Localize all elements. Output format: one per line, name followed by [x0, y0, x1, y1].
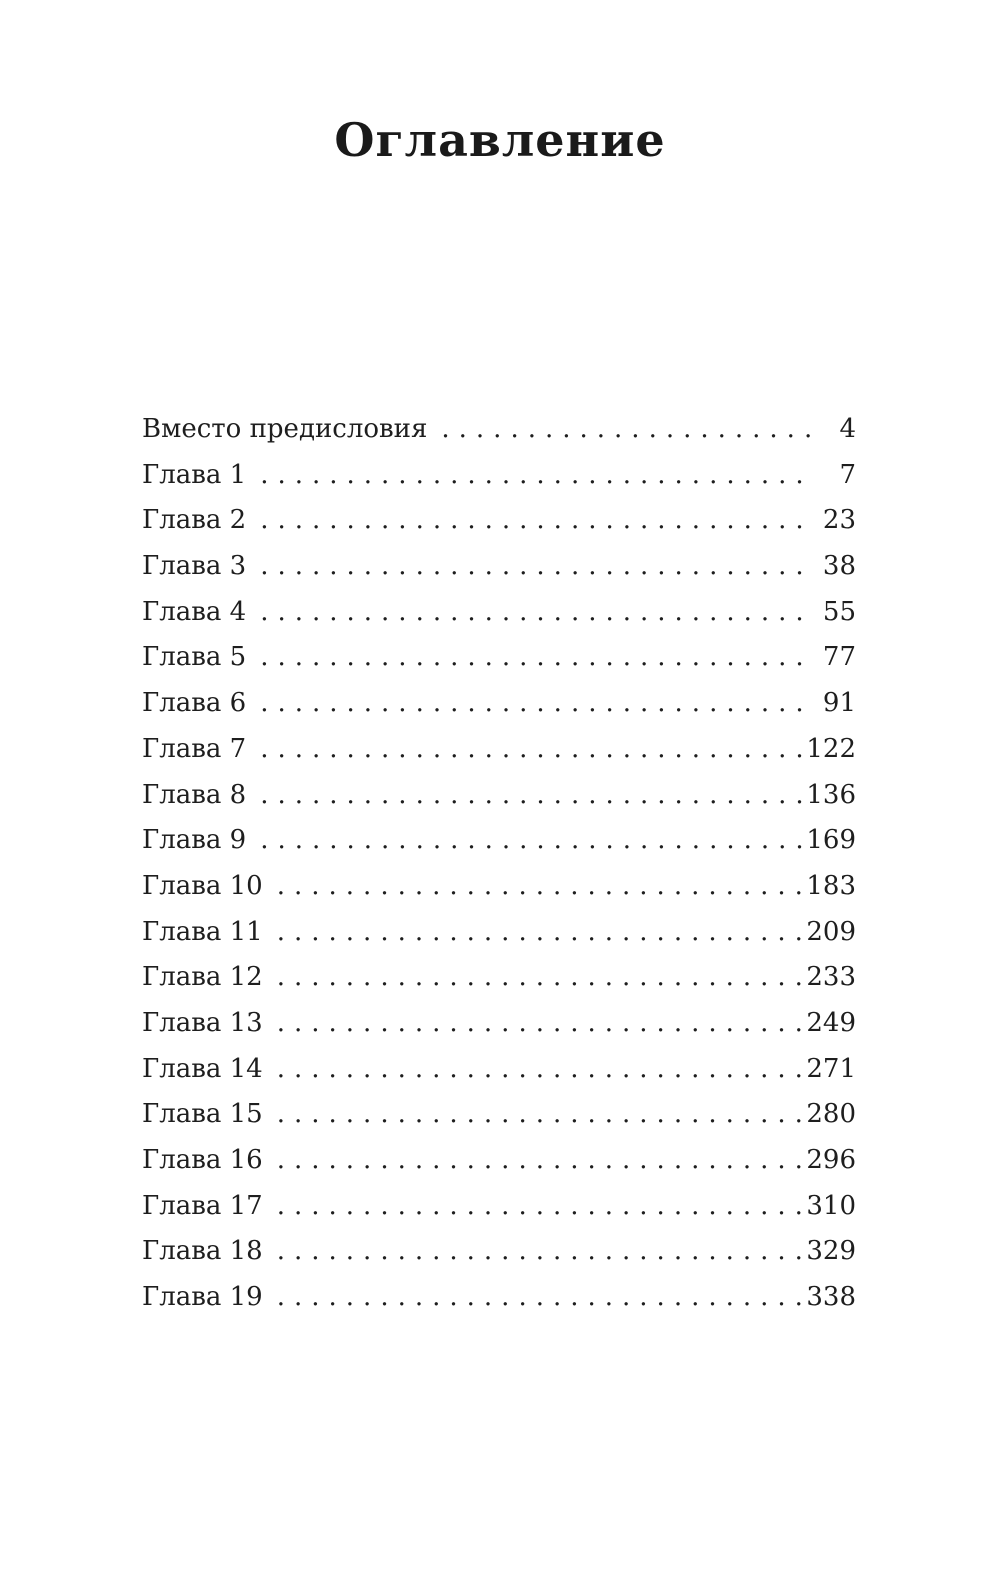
- toc-entry-label: Глава 7: [142, 733, 247, 764]
- toc-entry-page-number: 77: [822, 642, 856, 673]
- dot-leader: [277, 871, 805, 901]
- dot-leader: [441, 414, 810, 444]
- dot-leader: [277, 1282, 805, 1312]
- toc-entry[interactable]: [142, 917, 856, 963]
- toc-entry-page-number: 280: [806, 1099, 856, 1130]
- page-title: Оглавление: [334, 113, 666, 167]
- toc-entry[interactable]: [142, 1282, 856, 1328]
- toc-entry-page-number: 38: [822, 551, 856, 582]
- toc-entry[interactable]: [142, 1145, 856, 1191]
- toc-entry-page-number: 7: [839, 459, 856, 490]
- toc-entry-label: Глава 11: [142, 916, 263, 947]
- dot-leader: [277, 917, 805, 947]
- toc-entry[interactable]: [142, 1054, 856, 1100]
- toc-entry-page-number: 310: [806, 1190, 856, 1221]
- toc-entry-page-number: 209: [806, 916, 856, 947]
- toc-entry-label: Глава 4: [142, 596, 247, 627]
- dot-leader: [277, 1054, 805, 1084]
- toc-entry-label: Глава 3: [142, 551, 247, 582]
- toc-entry-page-number: 122: [806, 733, 856, 764]
- toc-entry-label: Глава 2: [142, 505, 247, 536]
- dot-leader: [260, 597, 810, 627]
- toc-entry-page-number: 249: [806, 1007, 856, 1038]
- toc-entry[interactable]: [142, 825, 856, 871]
- table-of-contents: [142, 414, 856, 1328]
- dot-leader: [277, 1008, 805, 1038]
- toc-entry-page-number: 183: [806, 870, 856, 901]
- dot-leader: [260, 780, 804, 810]
- toc-entry-page-number: 169: [806, 825, 856, 856]
- toc-entry-page-number: 91: [822, 688, 856, 719]
- toc-entry-label: Глава 12: [142, 962, 263, 993]
- dot-leader: [277, 1099, 805, 1129]
- toc-entry-page-number: 271: [806, 1053, 856, 1084]
- toc-entry[interactable]: [142, 871, 856, 917]
- dot-leader: [277, 1191, 805, 1221]
- dot-leader: [260, 825, 804, 855]
- toc-entry[interactable]: [142, 414, 856, 460]
- toc-entry-label: Глава 1: [142, 459, 247, 490]
- dot-leader: [277, 1145, 805, 1175]
- toc-entry[interactable]: [142, 1191, 856, 1237]
- toc-entry-label: Глава 10: [142, 870, 263, 901]
- toc-entry[interactable]: [142, 642, 856, 688]
- toc-entry-page-number: 136: [806, 779, 856, 810]
- toc-entry-label: Глава 17: [142, 1190, 263, 1221]
- dot-leader: [260, 551, 810, 581]
- toc-entry-page-number: 4: [839, 414, 856, 444]
- toc-entry[interactable]: [142, 688, 856, 734]
- toc-entry[interactable]: [142, 780, 856, 826]
- toc-entry-label: Вместо предисловия: [142, 414, 428, 444]
- dot-leader: [260, 642, 810, 672]
- dot-leader: [260, 688, 810, 718]
- dot-leader: [260, 505, 810, 535]
- toc-entry-label: Глава 5: [142, 642, 247, 673]
- toc-entry[interactable]: [142, 597, 856, 643]
- dot-leader: [260, 460, 810, 490]
- toc-entry-label: Глава 18: [142, 1236, 263, 1267]
- toc-entry-label: Глава 8: [142, 779, 247, 810]
- toc-entry-page-number: 338: [806, 1282, 856, 1313]
- toc-entry[interactable]: [142, 1099, 856, 1145]
- toc-entry[interactable]: [142, 460, 856, 506]
- toc-entry-label: Глава 6: [142, 688, 247, 719]
- toc-entry-page-number: 329: [806, 1236, 856, 1267]
- toc-entry[interactable]: [142, 551, 856, 597]
- toc-entry-label: Глава 13: [142, 1007, 263, 1038]
- dot-leader: [260, 734, 804, 764]
- toc-entry[interactable]: [142, 505, 856, 551]
- toc-entry[interactable]: [142, 1008, 856, 1054]
- toc-entry-label: Глава 16: [142, 1145, 263, 1175]
- dot-leader: [277, 1236, 805, 1266]
- toc-entry[interactable]: [142, 734, 856, 780]
- toc-entry-page-number: 55: [822, 596, 856, 627]
- toc-entry-label: Глава 19: [142, 1282, 263, 1313]
- toc-entry-label: Глава 9: [142, 825, 247, 856]
- toc-entry-label: Глава 15: [142, 1099, 263, 1130]
- toc-entry-label: Глава 14: [142, 1053, 263, 1084]
- toc-entry-page-number: 233: [806, 962, 856, 993]
- toc-entry-page-number: 296: [806, 1145, 856, 1175]
- dot-leader: [277, 962, 805, 992]
- toc-entry[interactable]: [142, 962, 856, 1008]
- toc-entry-page-number: 23: [822, 505, 856, 536]
- toc-entry[interactable]: [142, 1236, 856, 1282]
